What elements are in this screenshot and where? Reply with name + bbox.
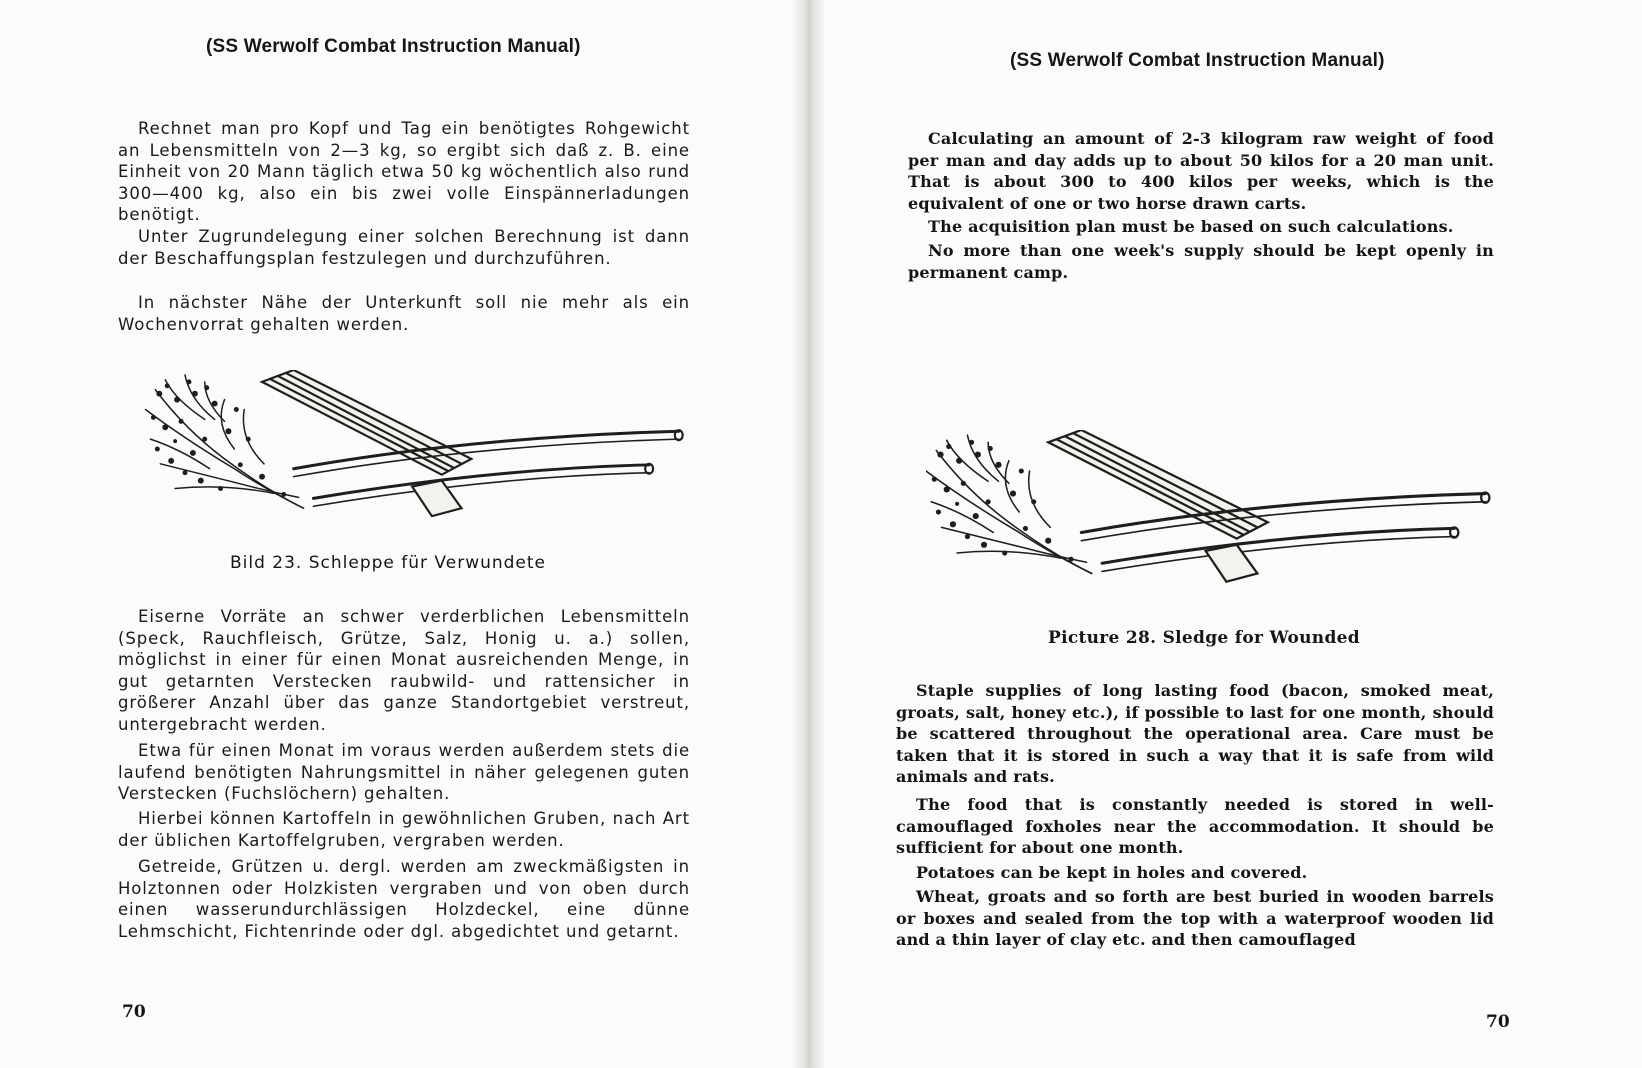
- left-paragraph-2: Unter Zugrundelegung einer solchen Berechnung ist dann der Beschaffungsplan festzulegen und durchzuführen.: [118, 227, 690, 268]
- sledge-illustration-icon: [138, 370, 706, 528]
- sledge-illustration-icon: [926, 430, 1506, 594]
- right-paragraph-3: No more than one week's supply should be kept openly in permanent camp.: [908, 241, 1494, 282]
- left-paragraph-5: Etwa für einen Monat im voraus werden außerdem stets die laufend benötigten Nahrungsmittel in näher gelegenen guten Verstecken (Fuchslöchern) gehalten.: [118, 741, 690, 804]
- right-paragraph-4: Staple supplies of long lasting food (bacon, smoked meat, groats, salt, honey etc.), if possible to last for one month, should be scattered throughout the operational area. Care must be taken that it is stored in such a way that it is safe from wild animals and rats.: [896, 681, 1494, 787]
- left-paragraph-3: In nächster Nähe der Unterkunft soll nie mehr als ein Wochenvorrat gehalten werden.: [118, 293, 690, 334]
- right-page-header: (SS Werwolf Combat Instruction Manual): [1010, 50, 1385, 71]
- left-paragraph-6: Hierbei können Kartoffeln in gewöhnlichen Gruben, nach Art der üblichen Kartoffelgruben, vergraben werden.: [118, 809, 690, 850]
- left-page-number: 70: [122, 1002, 146, 1022]
- book-gutter: [792, 0, 826, 1068]
- left-paragraph-1: Rechnet man pro Kopf und Tag ein benötigtes Rohgewicht an Lebensmitteln von 2—3 kg, so ergibt sich daß z. B. eine Einheit von 20 Mann täglich etwa 50 kg wöchentlich also rund 300—400 kg, also ein bis zwei volle Einspännerladungen benötigt.: [118, 119, 690, 225]
- right-paragraph-2: The acquisition plan must be based on such calculations.: [928, 217, 1454, 236]
- right-figure-caption: Picture 28. Sledge for Wounded: [1048, 628, 1360, 648]
- left-page-header: (SS Werwolf Combat Instruction Manual): [206, 36, 581, 57]
- right-paragraph-1: Calculating an amount of 2-3 kilogram raw weight of food per man and day adds up to about 50 kilos for a 20 man unit. That is about 300 to 400 kilos per weeks, which is the equivalent of one or two horse drawn carts.: [908, 129, 1494, 213]
- left-figure-caption: Bild 23. Schleppe für Verwundete: [230, 553, 547, 573]
- right-paragraph-6: Potatoes can be kept in holes and covered.: [916, 863, 1308, 882]
- left-paragraph-4: Eiserne Vorräte an schwer verderblichen Lebensmitteln (Speck, Rauchfleisch, Grütze, Salz, Honig u. a.) sollen, möglichst in einer für einen Monat ausreichenden Menge, in gut getarnten Verstecken raubwild- und rattensicher in größerer Anzahl über das ganze Standortgebiet verstreut, untergebracht werden.: [118, 607, 690, 734]
- right-paragraph-7: Wheat, groats and so forth are best buried in wooden barrels or boxes and sealed from the top with a waterproof wooden lid and a thin layer of clay etc. and then camouflaged: [896, 887, 1494, 950]
- right-page-number: 70: [1486, 1012, 1510, 1032]
- left-paragraph-7: Getreide, Grützen u. dergl. werden am zweckmäßigsten in Holztonnen oder Holzkisten vergraben und von oben durch einen wasserundurchlässigen Holzdeckel, eine dünne Lehmschicht, Fichtenrinde oder dgl. abgedichtet und getarnt.: [118, 857, 690, 941]
- right-paragraph-5: The food that is constantly needed is stored in well-camouflaged foxholes near the accommodation. It should be sufficient for about one month.: [896, 795, 1494, 858]
